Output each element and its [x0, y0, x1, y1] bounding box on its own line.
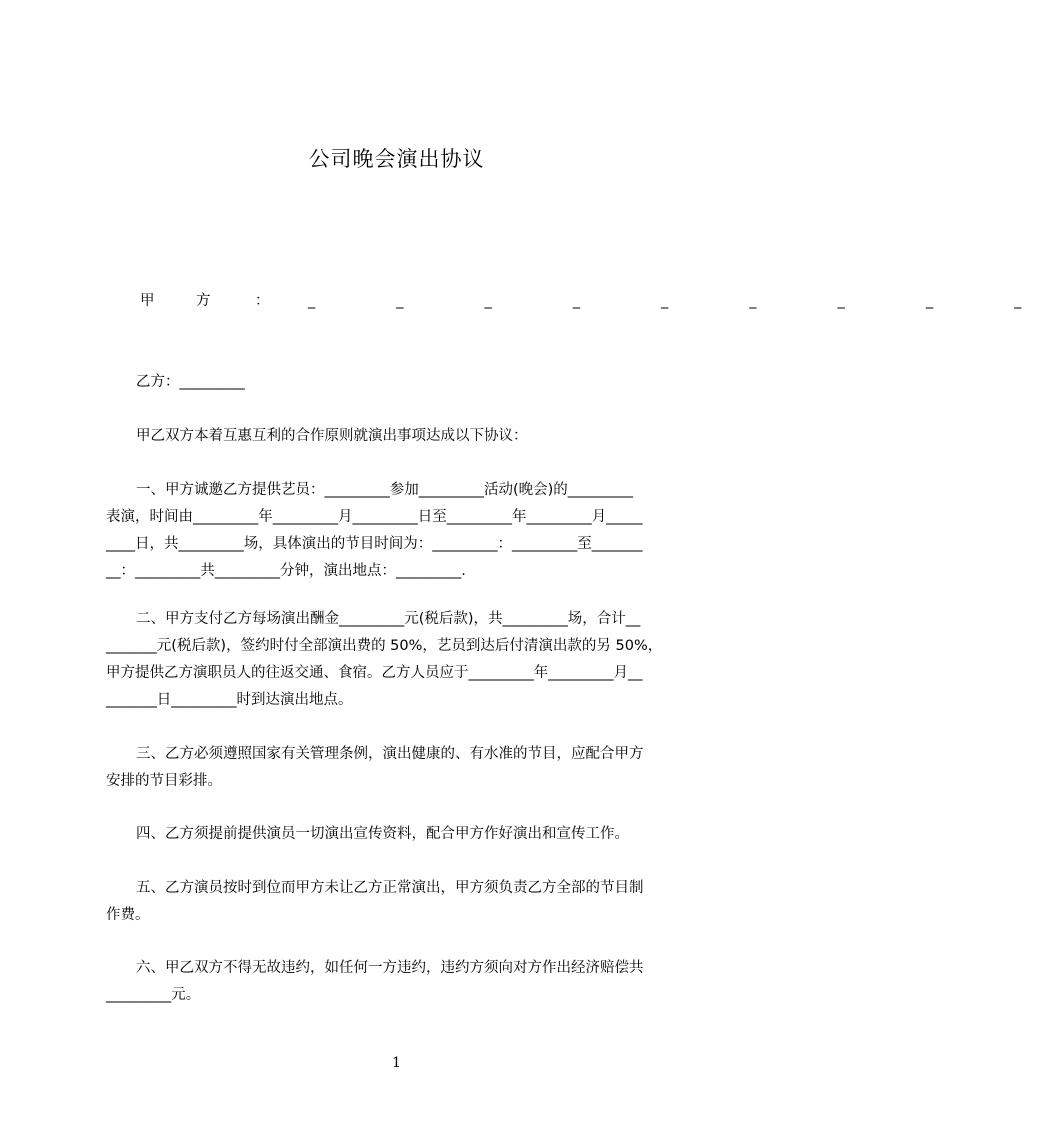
- party-a-blank: _ _ _ _ _ _ _ _ _: [308, 293, 1060, 309]
- party-a-colon: ：: [255, 293, 270, 309]
- clause-2-line-2: _______元(税后款)，签约时付全部演出费的 50%，艺员到达后付清演出款的另 50%，: [106, 638, 663, 654]
- clause-4-line-1: 四、乙方须提前提供演员一切演出宣传资料，配合甲方作好演出和宣传工作。: [136, 826, 629, 842]
- clause-1-line-2: 表演，时间由_________年_________月_________日至_________年_________月_____: [106, 509, 643, 525]
- clause-3-line-2: 安排的节目彩排。: [106, 773, 222, 789]
- clause-1-line-4: __：_________共_________分钟，演出地点：_________.: [106, 563, 466, 579]
- clause-3-line-1: 三、乙方必须遵照国家有关管理条例，演出健康的、有水准的节目，应配合甲方: [136, 746, 644, 762]
- clause-2-line-1: 二、甲方支付乙方每场演出酬金_________元(税后款)，共_________场，合计__: [136, 611, 641, 627]
- clause-6-line-2: _________元。: [106, 987, 201, 1003]
- clause-5-line-2: 作费。: [106, 907, 150, 923]
- party-b-line: 乙方：_________: [136, 374, 245, 390]
- intro-paragraph: 甲乙双方本着互惠互利的合作原则就演出事项达成以下协议：: [136, 428, 528, 444]
- party-a-char-1: 甲: [140, 293, 155, 309]
- clause-5-line-1: 五、乙方演员按时到位而甲方未让乙方正常演出，甲方须负责乙方全部的节目制: [136, 880, 644, 896]
- clause-1-line-3: ____日，共_________场，具体演出的节目时间为：_________：_________至_______: [106, 536, 643, 552]
- party-a-char-2: 方: [196, 293, 211, 309]
- clause-2-line-4: _______日_________时到达演出地点。: [106, 692, 353, 708]
- page-title: 公司晚会演出协议: [308, 147, 485, 171]
- clause-6-line-1: 六、甲乙双方不得无故违约，如任何一方违约，违约方须向对方作出经济赔偿共: [136, 960, 644, 976]
- page-number: 1: [392, 1055, 401, 1071]
- clause-2-line-3: 甲方提供乙方演职员人的往返交通、食宿。乙方人员应于_________年_________月__: [106, 665, 643, 681]
- clause-1-line-1: 一、甲方诚邀乙方提供艺员：_________参加_________活动(晚会)的_________: [136, 482, 634, 498]
